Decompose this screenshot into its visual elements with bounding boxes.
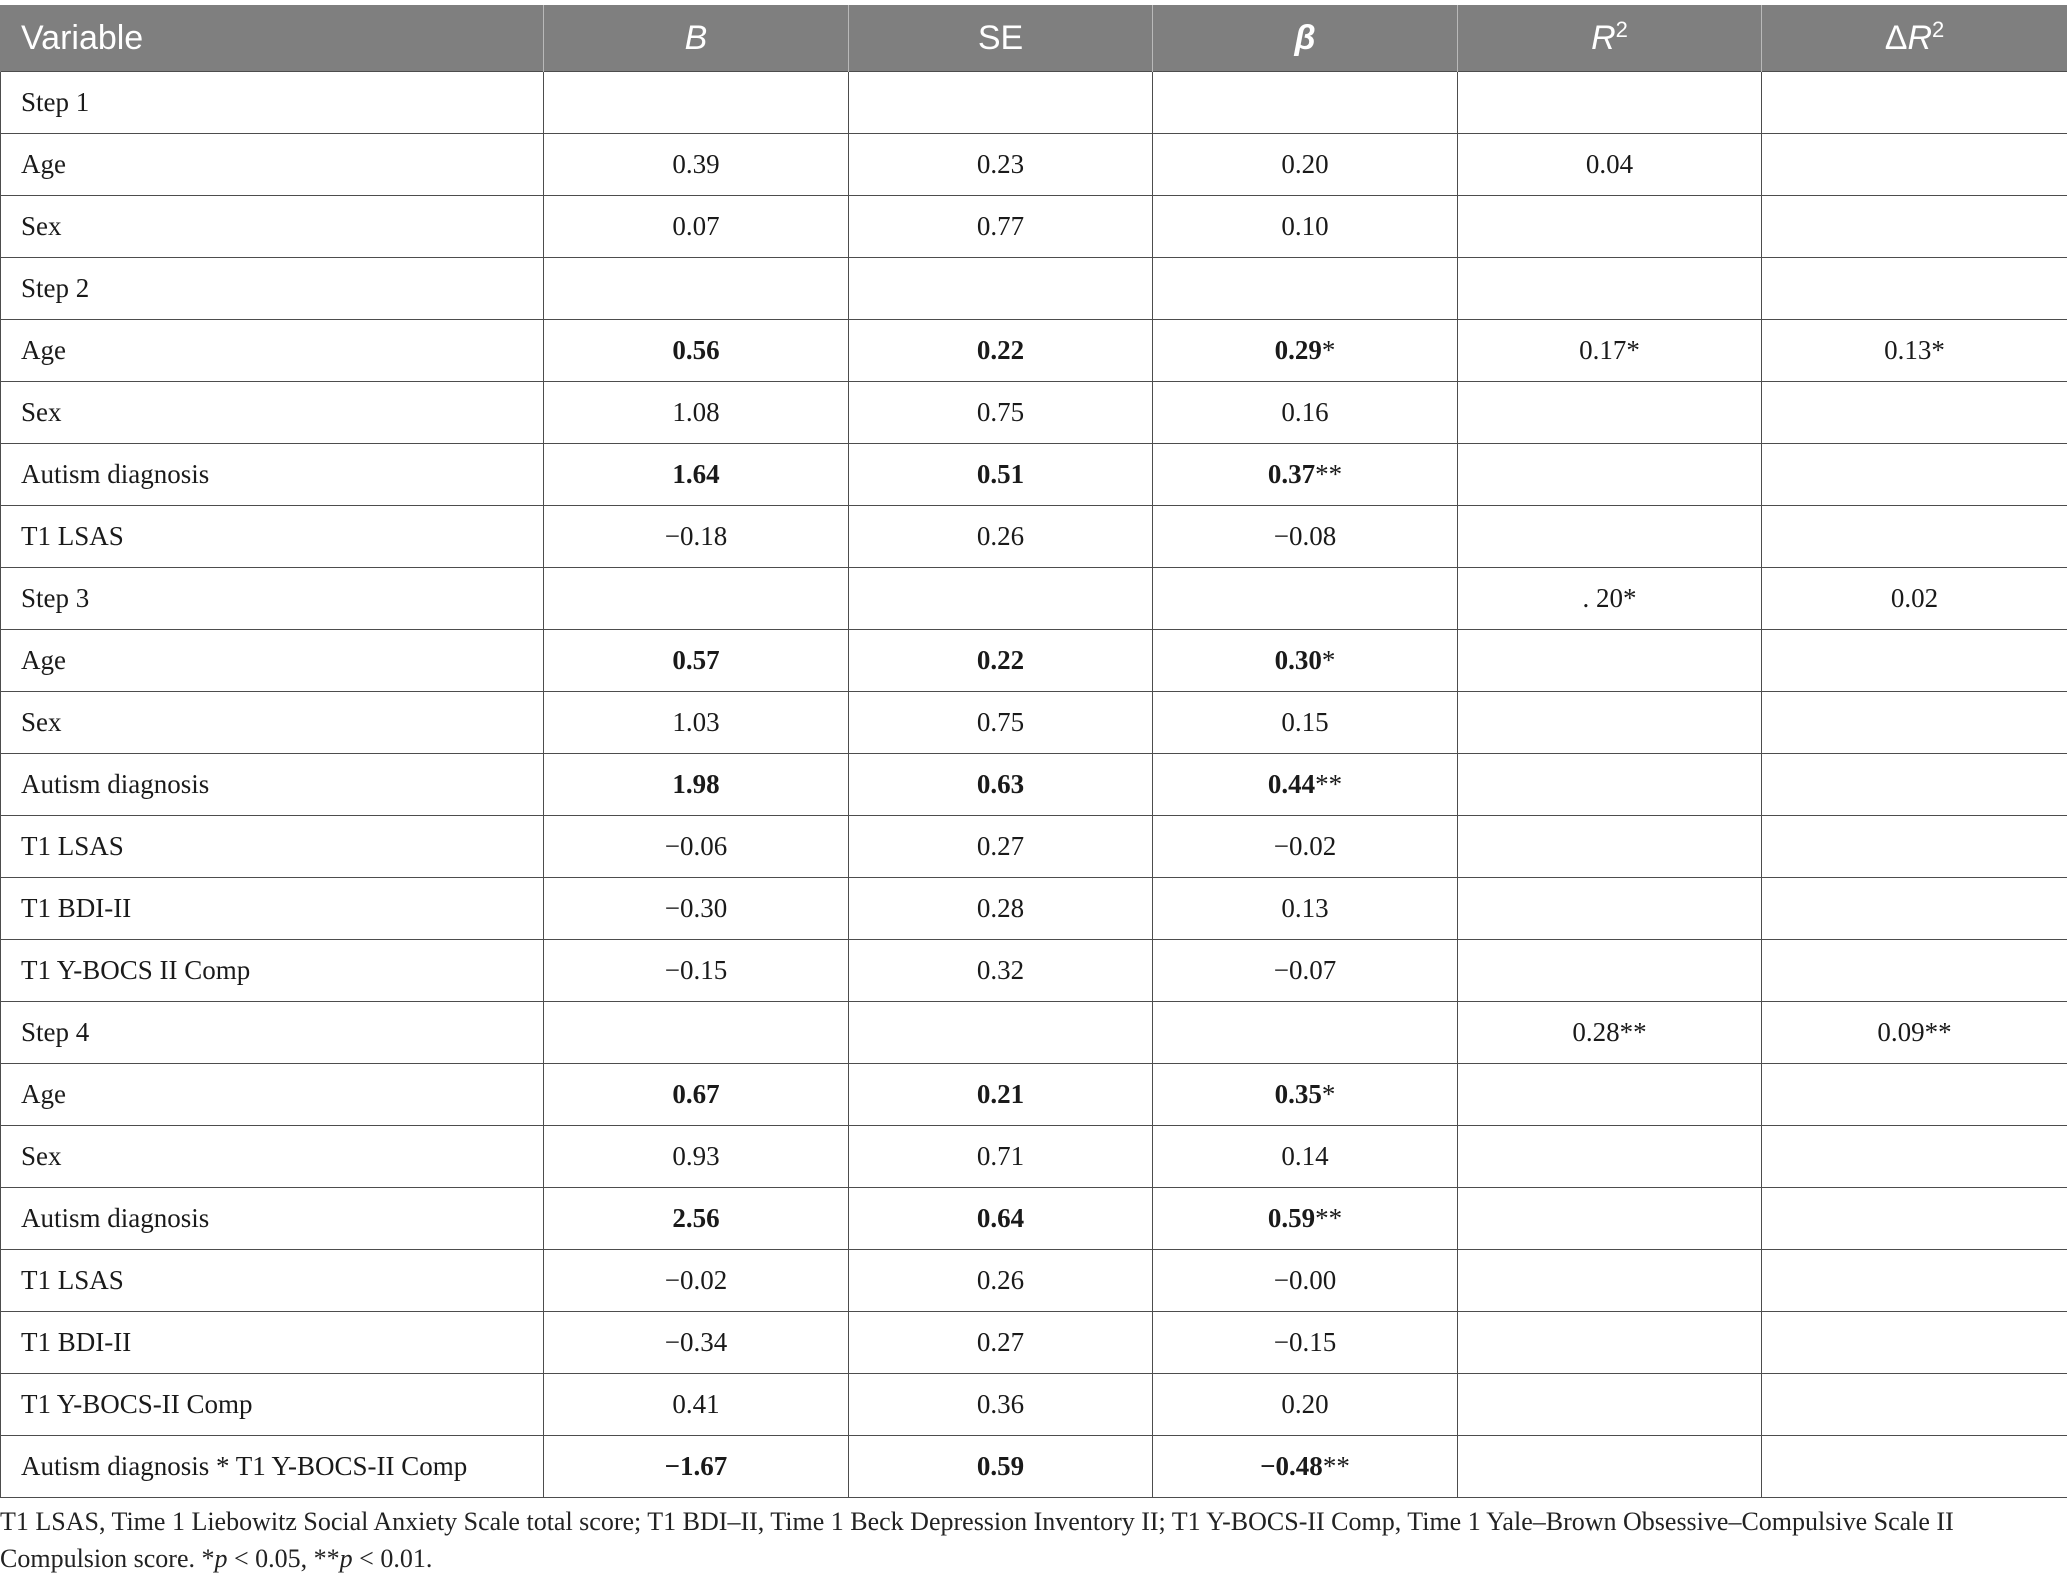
- cell-b: 0.57: [544, 630, 849, 692]
- table-row: [1, 1126, 2067, 1188]
- cell-beta: [1153, 878, 1458, 940]
- regression-table: [0, 5, 2067, 1498]
- cell-b: [544, 1002, 849, 1064]
- cell-variable: Autism diagnosis: [1, 444, 544, 506]
- table-row: [1, 692, 2067, 754]
- cell-beta: [1153, 196, 1458, 258]
- header-b-label: B: [684, 18, 708, 57]
- table-row: [1, 382, 2067, 444]
- cell-b: 2.56: [544, 1188, 849, 1250]
- cell-beta: [1153, 754, 1458, 816]
- footnote-mid: < 0.05, **: [227, 1544, 340, 1573]
- beta-value: 0.20: [1281, 149, 1329, 179]
- cell-beta: [1153, 816, 1458, 878]
- beta-value: 0.59: [1267, 1203, 1316, 1233]
- cell-delta-r2: 0.13*: [1762, 320, 2067, 382]
- cell-beta: [1153, 72, 1458, 134]
- cell-r2: [1458, 1188, 1762, 1250]
- table-row: [1, 1064, 2067, 1126]
- cell-se: 0.22: [849, 630, 1153, 692]
- cell-variable: Step 3: [1, 568, 544, 630]
- cell-b: 0.93: [544, 1126, 849, 1188]
- beta-value: −0.15: [1273, 1327, 1337, 1357]
- cell-se: 0.23: [849, 134, 1153, 196]
- table-footnote: [0, 1503, 2040, 1577]
- cell-se: 0.77: [849, 196, 1153, 258]
- cell-delta-r2: [1762, 258, 2067, 320]
- header-row: [1, 5, 2067, 72]
- cell-beta: [1153, 1374, 1458, 1436]
- header-r2-sup: 2: [1615, 16, 1628, 42]
- cell-variable: Sex: [1, 196, 544, 258]
- cell-delta-r2: [1762, 1188, 2067, 1250]
- cell-b: −0.15: [544, 940, 849, 1002]
- table-row: [1, 1250, 2067, 1312]
- cell-variable: T1 LSAS: [1, 1250, 544, 1312]
- beta-value: −0.07: [1273, 955, 1337, 985]
- cell-delta-r2: [1762, 630, 2067, 692]
- cell-b: [544, 72, 849, 134]
- cell-delta-r2: [1762, 1436, 2067, 1498]
- cell-variable: Sex: [1, 382, 544, 444]
- beta-significance: **: [1315, 459, 1343, 489]
- cell-delta-r2: [1762, 72, 2067, 134]
- header-delta-r2: [1762, 5, 2067, 72]
- cell-b: 0.39: [544, 134, 849, 196]
- header-se: SE: [849, 5, 1153, 72]
- cell-delta-r2: [1762, 754, 2067, 816]
- cell-r2: . 20*: [1458, 568, 1762, 630]
- cell-b: −0.02: [544, 1250, 849, 1312]
- table-row: [1, 134, 2067, 196]
- beta-value: 0.37: [1267, 459, 1316, 489]
- cell-r2: [1458, 1126, 1762, 1188]
- table-row: [1, 1436, 2067, 1498]
- beta-value: 0.20: [1281, 1389, 1329, 1419]
- cell-b: 0.56: [544, 320, 849, 382]
- cell-delta-r2: [1762, 1312, 2067, 1374]
- cell-beta: [1153, 1250, 1458, 1312]
- beta-value: 0.30: [1274, 645, 1322, 675]
- cell-beta: [1153, 1126, 1458, 1188]
- cell-variable: T1 Y-BOCS II Comp: [1, 940, 544, 1002]
- cell-variable: Autism diagnosis * T1 Y-BOCS-II Comp: [1, 1436, 544, 1498]
- cell-beta: [1153, 692, 1458, 754]
- cell-se: 0.26: [849, 506, 1153, 568]
- header-delta-r2-sup: 2: [1932, 16, 1945, 42]
- cell-se: 0.36: [849, 1374, 1153, 1436]
- cell-variable: T1 LSAS: [1, 506, 544, 568]
- header-delta-symbol: Δ: [1884, 18, 1908, 57]
- cell-beta: [1153, 1188, 1458, 1250]
- cell-r2: [1458, 196, 1762, 258]
- cell-b: 1.08: [544, 382, 849, 444]
- cell-variable: Age: [1, 320, 544, 382]
- header-r2-base: R: [1591, 18, 1616, 57]
- cell-variable: T1 LSAS: [1, 816, 544, 878]
- cell-r2: [1458, 382, 1762, 444]
- cell-b: 0.67: [544, 1064, 849, 1126]
- cell-b: −0.06: [544, 816, 849, 878]
- cell-se: 0.26: [849, 1250, 1153, 1312]
- cell-variable: T1 BDI-II: [1, 878, 544, 940]
- table-row: [1, 1002, 2067, 1064]
- cell-se: [849, 72, 1153, 134]
- cell-beta: [1153, 506, 1458, 568]
- cell-se: 0.27: [849, 816, 1153, 878]
- cell-delta-r2: 0.02: [1762, 568, 2067, 630]
- cell-r2: [1458, 630, 1762, 692]
- cell-se: 0.51: [849, 444, 1153, 506]
- cell-beta: [1153, 382, 1458, 444]
- table-row: [1, 1188, 2067, 1250]
- table-row: [1, 1374, 2067, 1436]
- beta-significance: **: [1315, 769, 1343, 799]
- cell-se: 0.75: [849, 692, 1153, 754]
- cell-b: [544, 258, 849, 320]
- cell-r2: [1458, 1064, 1762, 1126]
- cell-r2: [1458, 72, 1762, 134]
- cell-variable: Step 1: [1, 72, 544, 134]
- cell-delta-r2: [1762, 940, 2067, 1002]
- table-row: [1, 196, 2067, 258]
- cell-variable: Autism diagnosis: [1, 1188, 544, 1250]
- cell-delta-r2: 0.09**: [1762, 1002, 2067, 1064]
- cell-beta: [1153, 1064, 1458, 1126]
- cell-variable: Age: [1, 630, 544, 692]
- cell-se: 0.28: [849, 878, 1153, 940]
- cell-beta: [1153, 568, 1458, 630]
- footnote-p1: p: [214, 1544, 228, 1573]
- cell-r2: [1458, 692, 1762, 754]
- cell-se: 0.71: [849, 1126, 1153, 1188]
- beta-value: −0.02: [1273, 831, 1337, 861]
- cell-r2: [1458, 878, 1762, 940]
- cell-se: 0.32: [849, 940, 1153, 1002]
- cell-beta: [1153, 444, 1458, 506]
- cell-r2: [1458, 258, 1762, 320]
- cell-variable: Sex: [1, 1126, 544, 1188]
- beta-value: 0.14: [1281, 1141, 1329, 1171]
- cell-beta: [1153, 1002, 1458, 1064]
- beta-significance: **: [1315, 1203, 1343, 1233]
- cell-se: 0.21: [849, 1064, 1153, 1126]
- table-row: [1, 878, 2067, 940]
- cell-delta-r2: [1762, 878, 2067, 940]
- cell-r2: [1458, 506, 1762, 568]
- cell-delta-r2: [1762, 444, 2067, 506]
- table-row: [1, 568, 2067, 630]
- beta-value: 0.15: [1281, 707, 1329, 737]
- beta-significance: *: [1321, 335, 1336, 365]
- cell-delta-r2: [1762, 196, 2067, 258]
- cell-beta: [1153, 320, 1458, 382]
- cell-b: 1.98: [544, 754, 849, 816]
- cell-r2: 0.28**: [1458, 1002, 1762, 1064]
- cell-se: 0.64: [849, 1188, 1153, 1250]
- table-row: [1, 320, 2067, 382]
- cell-r2: [1458, 1312, 1762, 1374]
- table-header: [1, 5, 2067, 72]
- cell-r2: [1458, 1436, 1762, 1498]
- table-row: [1, 444, 2067, 506]
- cell-variable: T1 Y-BOCS-II Comp: [1, 1374, 544, 1436]
- cell-b: 1.64: [544, 444, 849, 506]
- cell-beta: [1153, 1436, 1458, 1498]
- table-row: [1, 754, 2067, 816]
- cell-delta-r2: [1762, 816, 2067, 878]
- cell-delta-r2: [1762, 1374, 2067, 1436]
- beta-significance: **: [1322, 1451, 1350, 1481]
- cell-variable: Step 4: [1, 1002, 544, 1064]
- footnote-text: T1 LSAS, Time 1 Liebowitz Social Anxiety Scale total score; T1 BDI–II, Time 1 Beck Depression Inventory II; T1 Y-BOCS-II Comp, Time 1 Yale–Brown Obsessive–Compulsive Scale II Compulsion score. *: [0, 1507, 1954, 1573]
- cell-r2: 0.17*: [1458, 320, 1762, 382]
- cell-se: 0.63: [849, 754, 1153, 816]
- beta-value: −0.08: [1273, 521, 1337, 551]
- cell-b: 0.07: [544, 196, 849, 258]
- cell-r2: [1458, 940, 1762, 1002]
- cell-b: −0.34: [544, 1312, 849, 1374]
- cell-delta-r2: [1762, 134, 2067, 196]
- beta-significance: *: [1321, 645, 1336, 675]
- cell-r2: [1458, 754, 1762, 816]
- cell-se: 0.59: [849, 1436, 1153, 1498]
- cell-variable: Age: [1, 134, 544, 196]
- cell-b: −0.30: [544, 878, 849, 940]
- cell-variable: Age: [1, 1064, 544, 1126]
- cell-variable: Step 2: [1, 258, 544, 320]
- cell-delta-r2: [1762, 382, 2067, 444]
- cell-delta-r2: [1762, 1064, 2067, 1126]
- cell-beta: [1153, 1312, 1458, 1374]
- cell-se: 0.27: [849, 1312, 1153, 1374]
- cell-r2: [1458, 1374, 1762, 1436]
- table-row: [1, 816, 2067, 878]
- beta-value: 0.35: [1274, 1079, 1322, 1109]
- cell-delta-r2: [1762, 692, 2067, 754]
- table-body: [1, 72, 2067, 1498]
- cell-variable: Sex: [1, 692, 544, 754]
- cell-variable: T1 BDI-II: [1, 1312, 544, 1374]
- footnote-end: < 0.01.: [352, 1544, 433, 1573]
- cell-beta: [1153, 134, 1458, 196]
- beta-value: 0.44: [1267, 769, 1316, 799]
- cell-se: [849, 568, 1153, 630]
- header-variable: Variable: [1, 5, 544, 72]
- cell-se: 0.75: [849, 382, 1153, 444]
- cell-b: 0.41: [544, 1374, 849, 1436]
- cell-variable: Autism diagnosis: [1, 754, 544, 816]
- header-beta-label: β: [1294, 18, 1316, 57]
- cell-beta: [1153, 630, 1458, 692]
- cell-r2: [1458, 444, 1762, 506]
- cell-beta: [1153, 258, 1458, 320]
- cell-delta-r2: [1762, 506, 2067, 568]
- table-row: [1, 1312, 2067, 1374]
- beta-significance: *: [1321, 1079, 1336, 1109]
- beta-value: 0.29: [1274, 335, 1322, 365]
- table-row: [1, 258, 2067, 320]
- table-row: [1, 940, 2067, 1002]
- cell-b: −1.67: [544, 1436, 849, 1498]
- table-row: [1, 72, 2067, 134]
- cell-r2: [1458, 1250, 1762, 1312]
- cell-se: 0.22: [849, 320, 1153, 382]
- cell-r2: [1458, 816, 1762, 878]
- beta-value: 0.10: [1281, 211, 1329, 241]
- header-beta: [1153, 5, 1458, 72]
- beta-value: 0.16: [1281, 397, 1329, 427]
- cell-se: [849, 1002, 1153, 1064]
- table-row: [1, 630, 2067, 692]
- cell-beta: [1153, 940, 1458, 1002]
- cell-r2: 0.04: [1458, 134, 1762, 196]
- cell-b: 1.03: [544, 692, 849, 754]
- cell-delta-r2: [1762, 1250, 2067, 1312]
- footnote-p2: p: [339, 1544, 353, 1573]
- beta-value: −0.48: [1260, 1451, 1323, 1481]
- beta-value: 0.13: [1281, 893, 1329, 923]
- beta-value: −0.00: [1273, 1265, 1337, 1295]
- header-r2: [1458, 5, 1762, 72]
- header-b: [544, 5, 849, 72]
- table-row: [1, 506, 2067, 568]
- cell-b: −0.18: [544, 506, 849, 568]
- header-delta-r2-base: R: [1907, 18, 1933, 57]
- cell-delta-r2: [1762, 1126, 2067, 1188]
- cell-se: [849, 258, 1153, 320]
- cell-b: [544, 568, 849, 630]
